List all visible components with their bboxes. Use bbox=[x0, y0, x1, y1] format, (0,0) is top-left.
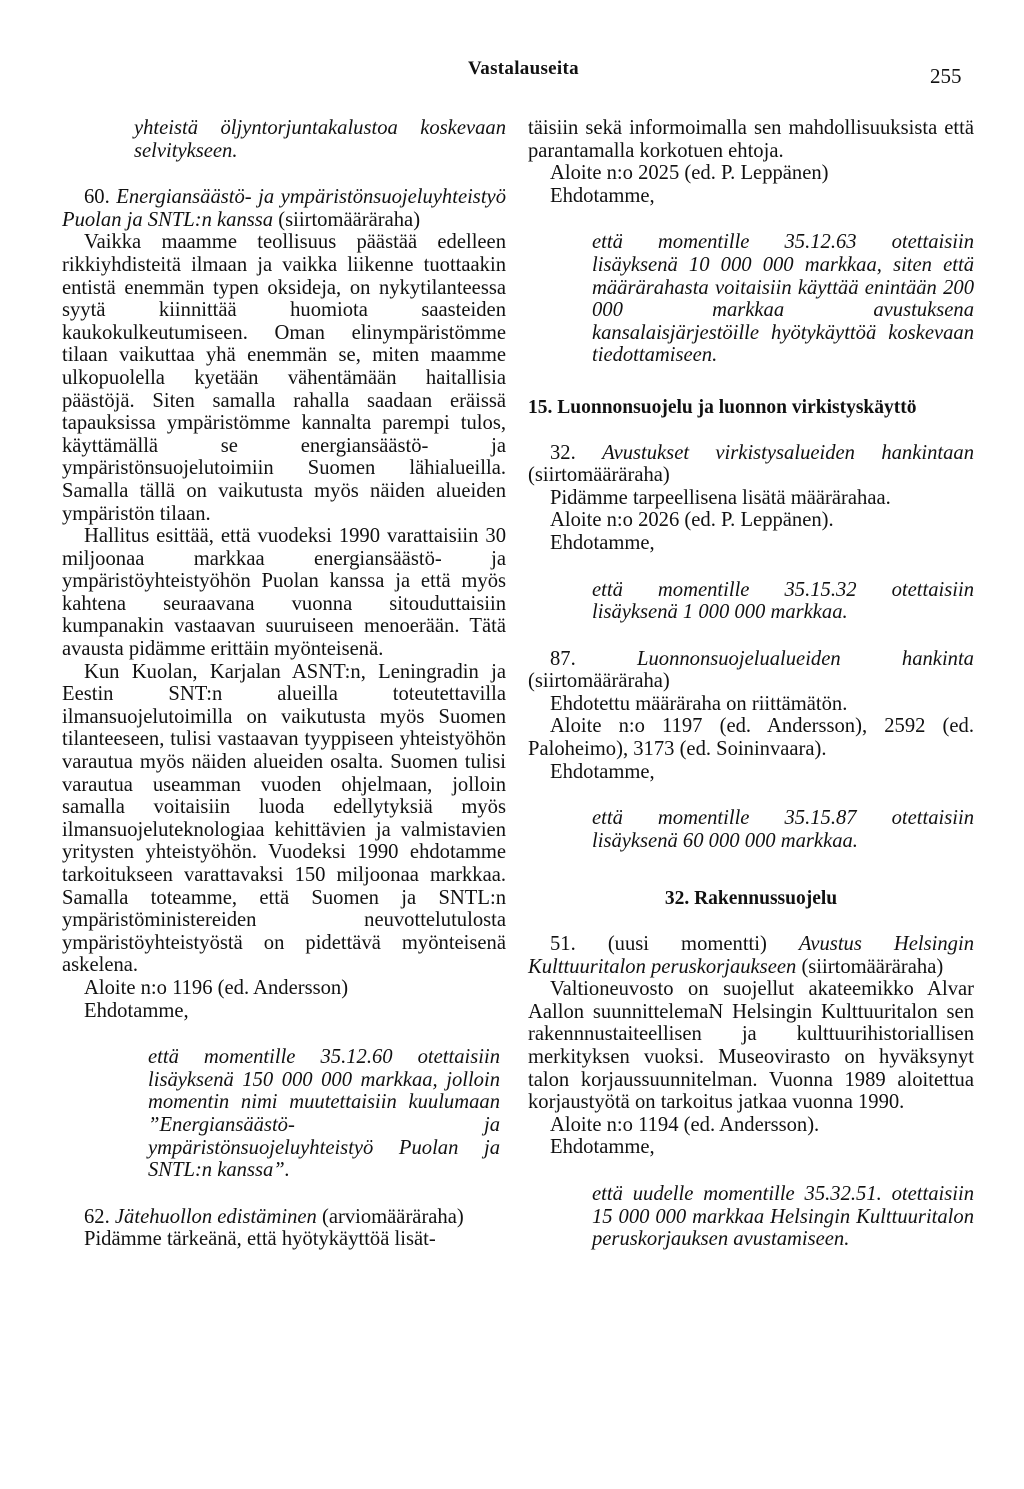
item-60-number: 60. bbox=[84, 186, 110, 209]
item-32-propose: Ehdotamme, bbox=[550, 531, 655, 554]
item-87-proposal: että momentille 35.15.87 otettaisiin lisäyksenä 60 000 000 markkaa. bbox=[592, 807, 974, 852]
item-60-paragraph-1: Vaikka maamme teollisuus päästää edelleen rikkiyhdisteitä ilmaan ja vaikka liikenne tuottaakin entistä enemmän typen oksideja, on nykytilanteessa syytä kiinnittää huomiota saasteiden kaukokulkeutumiseen. Oman elinympäristömme tilaan vaikuttaa yhä enemmän se, miten maamme ulkopuolella kyetään vähentämään haitallisia päästöjä. Siten samalla rahalla saadaan eräissä tapauksissa ympäristömme kannalta parempi tulos, käyttämällä se energiansäästö- ja ympäristönsuojelutoimiin Suomen lähialueilla. Samalla tällä on vaikutusta myös näiden alueiden ympäristön tilaan. bbox=[62, 231, 506, 525]
item-51-paragraph: Valtioneuvosto on suojellut akateemikko Alvar Aallon suunnittelemaN Helsingin Kulttuuritalon sen rakennnustaiteellisen ja kulttuurihistoriallisen merkityksen vuoksi. Museovirasto on hyväksynyt talon korjaussuunnitelman. Vuonna 1989 aloitettua korjaustyötä on tarkoitus jatkaa vuonna 1990. bbox=[528, 978, 974, 1114]
running-title: Vastalauseita bbox=[468, 58, 579, 79]
page-number: 255 bbox=[930, 64, 962, 88]
item-60-heading bbox=[62, 186, 506, 231]
item-32-title: Avustukset virkistysalueiden hankintaan bbox=[602, 441, 974, 464]
item-62-type: (arviomääräraha) bbox=[321, 1205, 464, 1228]
item-32-number: 32. bbox=[550, 441, 576, 464]
item-87-title: Luonnonsuojelualueiden hankinta bbox=[637, 647, 974, 670]
item-62-heading bbox=[62, 1206, 506, 1229]
item-32-type: (siirtomääräraha) bbox=[528, 464, 670, 487]
item-60-paragraph-3: Kun Kuolan, Karjalan ASNT:n, Leningradin ja Eestin SNT:n alueilla toteutettavilla ilmansuojelutoimilla on vaikutusta myös Suomen tilanteeseen, tulisi vastaavan tyyppiseen yhteistyöhön varautua myös näiden alueiden osalta. Suomen tulisi varautua useamman vuoden ohjelmaan, jolloin samalla voitaisiin luoda edellytyksiä myös ilmansuojeluteknologiaa kehittävien ja valmistavien yritysten yhteistyöhön. Vuodeksi 1990 ehdotamme tarkoitukseen varattavaksi 150 miljoonaa markkaa. Samalla toteamme, että Suomen ja SNTL:n ympäristöministereiden neuvottelutulosta ympäristöyhteistyöstä on pidettävä myönteisenä askelena. bbox=[62, 660, 506, 977]
item-32-heading bbox=[528, 442, 974, 487]
item-51-proposal: että uudelle momentille 35.32.51. otettaisiin 15 000 000 markkaa Helsingin Kulttuuritalon peruskorjauksen avustamiseen. bbox=[592, 1182, 974, 1251]
continuation-text: täisiin sekä informoimalla sen mahdollisuuksista että parantamalla korkotuen ehtoja. bbox=[528, 117, 974, 162]
right-column bbox=[528, 117, 974, 1251]
item-62-number: 62. bbox=[84, 1205, 110, 1228]
item-60-paragraph-2: Hallitus esittää, että vuodeksi 1990 varattaisiin 30 miljoonaa markkaa energiansäästö- ja ympäristöyhteistyöhön Puolan kanssa ja että myös kahtena seuraavana vuonna sitouduttaisiin kumpanakin vastaavan suuruiseen menoerään. Tätä avausta pidämme erittäin myönteisenä. bbox=[62, 525, 506, 661]
item-87-number: 87. bbox=[550, 647, 576, 670]
item-51-number: 51. bbox=[550, 933, 576, 956]
proposal-35-12-63: että momentille 35.12.63 otettaisiin lisäyksenä 10 000 000 markkaa, siten että määrärahasta voitaisiin käyttää enintään 200 000 markkaa avustuksena kansalaisjärjestöille hyötykäyttöä koskevaan tiedottamiseen. bbox=[592, 231, 974, 367]
section-32-heading: 32. Rakennussuojelu bbox=[664, 888, 838, 910]
item-62-paragraph-1: Pidämme tärkeänä, että hyötykäyttöä lisät- bbox=[84, 1228, 436, 1251]
section-15-heading: 15. Luonnonsuojelu ja luonnon virkistyskäyttö bbox=[528, 396, 917, 418]
item-60-title: Energiansäästö- ja ympäristönsuojeluyhteistyö Puolan ja SNTL:n kanssa bbox=[62, 186, 506, 231]
item-87-motion: Aloite n:o 1197 (ed. Andersson), 2592 (ed. Paloheimo), 3173 (ed. Soininvaara). bbox=[528, 715, 974, 761]
item-87-type: (siirtomääräraha) bbox=[528, 670, 670, 693]
item-51-type: (siirtomääräraha) bbox=[801, 955, 944, 978]
item-51-motion: Aloite n:o 1194 (ed. Andersson). bbox=[550, 1113, 820, 1136]
item-32-motion: Aloite n:o 2026 (ed. P. Leppänen). bbox=[550, 509, 834, 532]
item-32-proposal: että momentille 35.15.32 otettaisiin lisäyksenä 1 000 000 markkaa. bbox=[592, 578, 974, 624]
left-column bbox=[62, 117, 506, 1251]
motion-2025: Aloite n:o 2025 (ed. P. Leppänen) bbox=[550, 162, 829, 185]
item-62-title: Jätehuollon edistäminen bbox=[114, 1205, 317, 1228]
item-87-propose: Ehdotamme, bbox=[550, 760, 655, 783]
item-51-heading bbox=[528, 933, 974, 978]
item-51-prefix: (uusi momentti) bbox=[607, 933, 767, 956]
item-60-propose: Ehdotamme, bbox=[84, 999, 189, 1022]
item-87-paragraph: Ehdotettu määräraha on riittämätön. bbox=[550, 692, 848, 715]
intro-continuation: yhteistä öljyntorjuntakalustoa koskevaan selvitykseen. bbox=[134, 117, 506, 162]
item-51-title: Avustus Helsingin Kulttuuritalon peruskorjaukseen bbox=[528, 933, 974, 978]
propose-2025: Ehdotamme, bbox=[550, 184, 655, 207]
page-header bbox=[0, 58, 1024, 88]
item-87-heading bbox=[528, 648, 974, 693]
item-32-paragraph: Pidämme tarpeellisena lisätä määrärahaa. bbox=[550, 486, 891, 509]
item-60-type: (siirtomääräraha) bbox=[278, 208, 421, 231]
item-51-propose: Ehdotamme, bbox=[550, 1136, 655, 1159]
item-60-motion: Aloite n:o 1196 (ed. Andersson) bbox=[84, 976, 349, 999]
item-60-proposal: että momentille 35.12.60 otettaisiin lisäyksenä 150 000 000 markkaa, jolloin momentin nimi muutettaisiin kuulumaan ”Energiansäästö- ja ympäristönsuojeluyhteistyö Puolan ja SNTL:n kanssa”. bbox=[148, 1046, 500, 1182]
